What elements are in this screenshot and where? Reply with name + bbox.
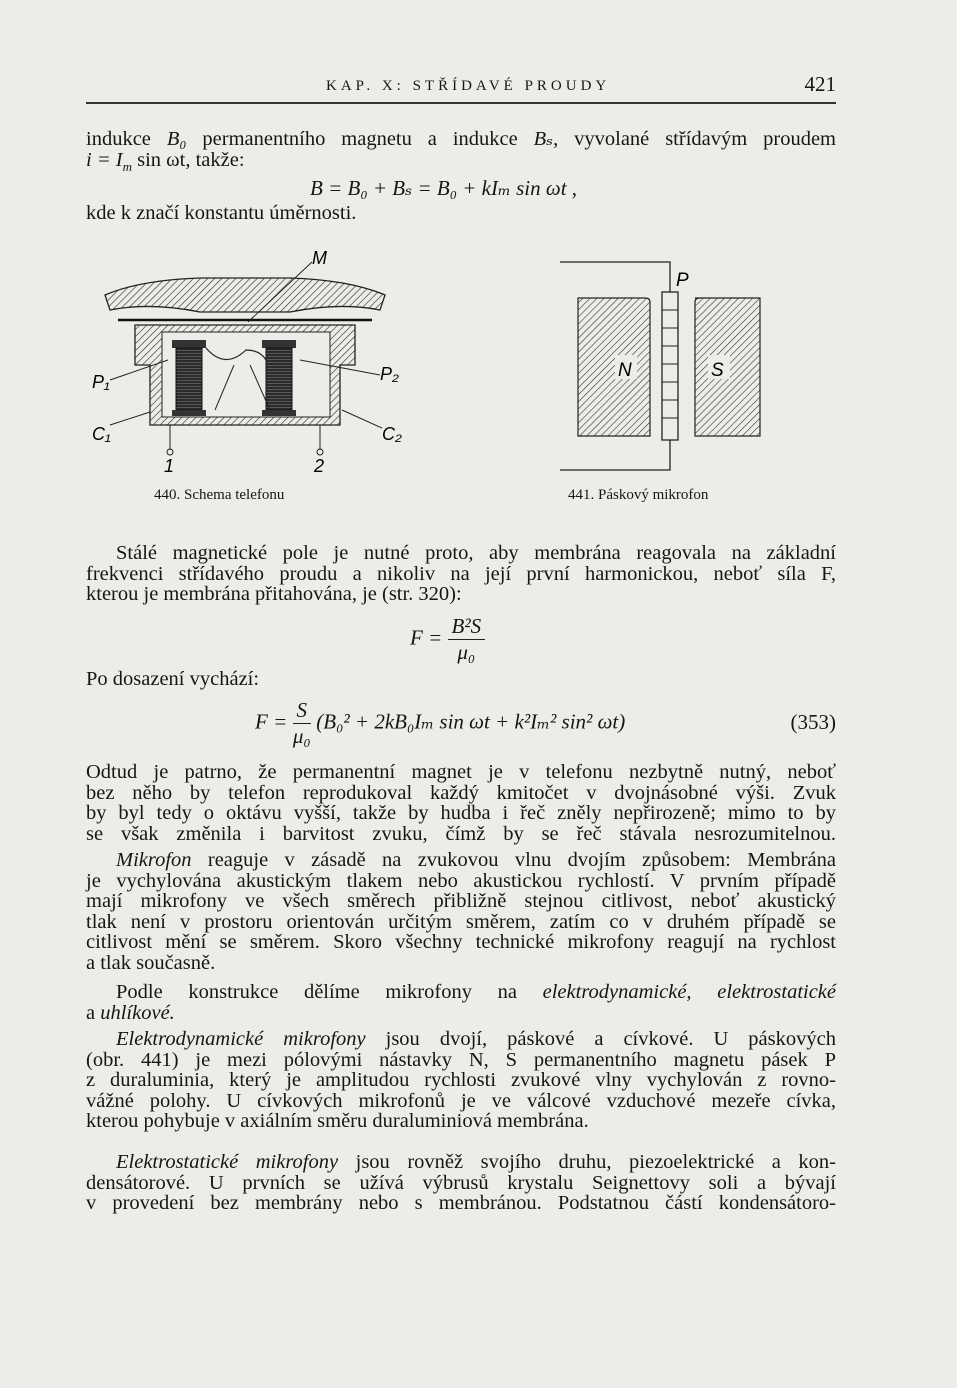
induction-equation: B = B₀ + Bₛ = B₀ + kIₘ sin ωt ,	[310, 176, 578, 200]
force-equation: F = $\frac{\text{B²S}}{\text{μ₀}}$	[410, 614, 485, 665]
text-line: (obr. 441) je mezi pólovými nástavky N, S permanentního magnetu pásek P	[86, 1048, 836, 1071]
text-line: mají mikrofony ve všech směrech přibližně stejnou citlivost, neboť akustický	[86, 890, 836, 912]
text-line: bez něho by telefon reprodukoval každý kmitočet v dvojnásobné výši. Zvuk	[86, 781, 836, 804]
intro-paragraph	[86, 129, 836, 177]
text-line: kterou je membrána přitahována, je (str. 320):	[86, 583, 462, 605]
page-header	[86, 72, 836, 102]
paragraph-electrodynamic	[86, 1029, 836, 1132]
intro-line-1: indukce B₀ permanentního magnetu a indukce Bₛ, vyvolané střídavým proudem	[86, 128, 836, 150]
paragraph-stable-field	[86, 543, 836, 605]
text-line: citlivost mění se směrem. Skoro všechny technické mikrofony reagují na rychlost	[86, 931, 836, 953]
label-M: M	[312, 248, 327, 268]
substitution-label: Po dosazení vychází:	[86, 668, 260, 690]
label-S: S	[711, 360, 724, 381]
text-line: tlak není v prostoru orientován určitým směrem, zatím co v druhém případě se	[86, 910, 836, 933]
figure-440-caption: 440. Schema telefonu	[154, 487, 285, 503]
label-P2: P₂	[380, 364, 399, 384]
running-title: KAP. X: STŘÍDAVÉ PROUDY	[326, 78, 611, 94]
eq353-numerator: S	[293, 698, 312, 724]
figure-441-caption: 441. Páskový mikrofon	[568, 487, 709, 503]
text-line: Stálé magnetické pole je nutné proto, aby membrána reagovala na základní	[116, 542, 836, 564]
label-N: N	[618, 360, 632, 381]
text-line: v provedení bez membrány nebo s membránou. Podstatnou částí kondensátoro-	[86, 1192, 836, 1214]
paragraph-permanent-magnet	[86, 762, 836, 844]
equation-number: (353)	[790, 710, 836, 734]
text-line: Elektrodynamické mikrofony jsou dvojí, páskové a cívkové. U páskových	[116, 1028, 836, 1050]
figure-441-ribbon-microphone	[560, 250, 780, 480]
text-line: z duraluminia, který je amplitudou rychlosti zvukové vlny vychylován z rovno-	[86, 1069, 836, 1091]
text-line: se však změnila i barvitost zvuku, čímž by se řeč stávala nesrozumitelnou.	[86, 822, 836, 845]
label-P: P	[676, 270, 689, 291]
text-line: kterou pohybuje v axiálním směru duraluminiová membrána.	[86, 1110, 589, 1132]
text-line: Odtud je patrno, že permanentní magnet je v telefonu nezbytně nutný, neboť	[86, 761, 836, 783]
label-terminal-2: 2	[314, 456, 325, 476]
text-line: frekvenci střídavého proudu a nikoliv na její první harmonickou, neboť síla F,	[86, 562, 836, 585]
text-line: je vychylována akustickým tlakem nebo akustickou rychlostí. V prvním případě	[86, 869, 836, 892]
figure-440-telephone-schema	[90, 240, 410, 480]
paragraph-microphone	[86, 850, 836, 973]
text-line: a tlak současně.	[86, 951, 216, 974]
text-line: Elektrostatické mikrofony jsou rovněž svojího druhu, piezoelektrické a kon-	[116, 1151, 836, 1173]
force-denominator: μ₀	[457, 640, 476, 664]
eq353-expression: (B₀² + 2kB₀Iₘ sin ωt + k²Iₘ² sin² ωt)	[316, 709, 626, 734]
eq353-denominator: μ₀	[292, 724, 311, 748]
label-C2: C₂	[382, 424, 402, 444]
intro-line-3: kde k značí konstantu úměrnosti.	[86, 202, 357, 224]
text-line: a uhlíkové.	[86, 1001, 175, 1024]
force-numerator: B²S	[448, 614, 486, 640]
label-C1: C₁	[92, 424, 111, 444]
intro-line-2: $i = I_m$ sin ωt, takže:	[86, 148, 245, 174]
header-rule	[86, 102, 836, 104]
page-number: 421	[804, 72, 836, 96]
label-P1: P₁	[92, 372, 110, 392]
text-line: densátorové. U prvních se užívá výbrusů krystalu Seignettovy soli a bývají	[86, 1171, 836, 1194]
label-terminal-1: 1	[164, 456, 175, 476]
text-line: Mikrofon reaguje v zásadě na zvukovou vlnu dvojím způsobem: Membrána	[116, 849, 836, 871]
paragraph-electrostatic	[86, 1152, 836, 1214]
text-line: by byl tedy o oktávu vyšší, takže by hudba i řeč zněly nepřirozeně; mimo to by	[86, 802, 836, 824]
text-line: Podle konstrukce dělíme mikrofony na elektrodynamické, elektrostatické	[116, 981, 837, 1003]
paragraph-classification	[86, 982, 836, 1023]
text-line: vážné polohy. U cívkových mikrofonů je ve válcové vzduchové mezeře cívka,	[86, 1089, 836, 1112]
equation-353: F = $\frac{S}{\text{μ₀}}$ (B₀² + 2kB₀Iₘ sin ωt + k²Iₘ² sin² ωt) (353)	[255, 698, 836, 748]
